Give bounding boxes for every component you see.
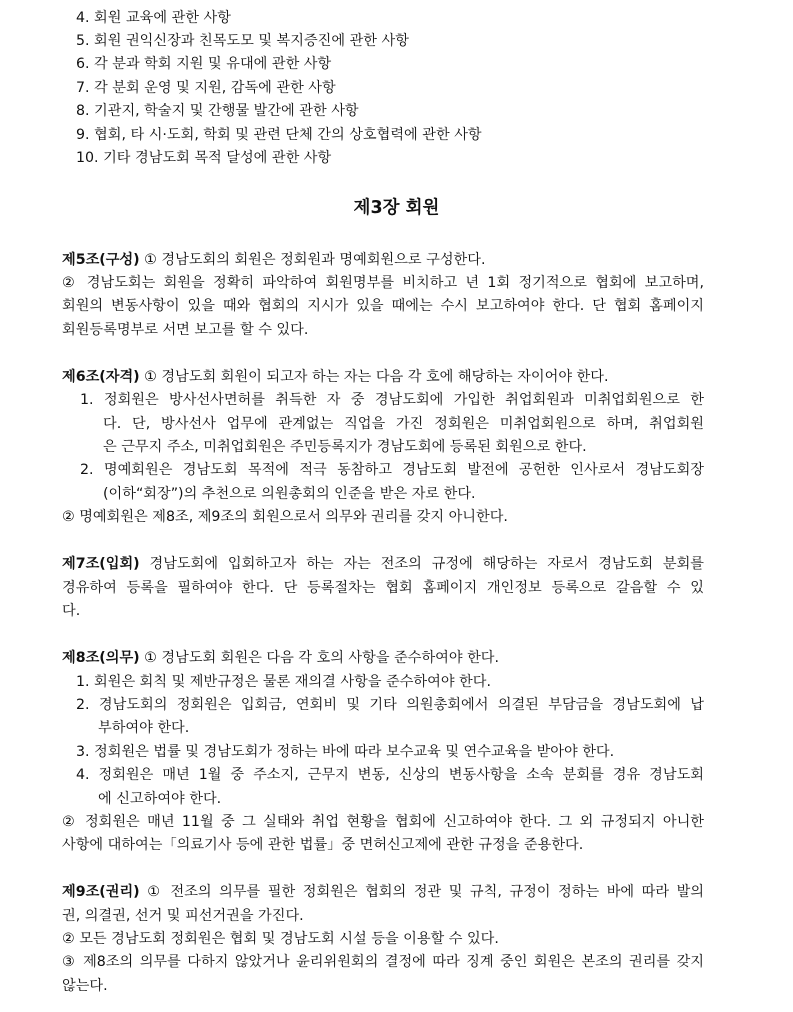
- article-9-line: 권, 의결권, 선거 및 피선거권을 가진다.: [62, 908, 304, 924]
- article-6-line: ② 명예회원은 제8조, 제9조의 회원으로서 의무와 권리를 갖지 아니한다.: [62, 509, 508, 525]
- list-item: 6. 각 분과 학회 지원 및 유대에 관한 사항: [76, 56, 332, 72]
- article-8-heading: 제8조(의무): [62, 650, 140, 666]
- article-6-item: (이하“회장”)의 추천으로 의원총회의 인준을 받은 자로 한다.: [103, 486, 476, 502]
- article-8-item: 4. 정회원은 매년 1월 중 주소지, 근무지 변동, 신상의 변동사항을 소속 분회를 경유 경남도회: [76, 767, 704, 783]
- article-6-item: 다. 단, 방사선사 업무에 관계없는 직업을 가진 정회원은 미취업회원으로 하며, 취업회원: [103, 416, 704, 432]
- article-6-item: 은 근무지 주소, 미취업회원은 주민등록지가 경남도회에 등록된 회원으로 한다.: [103, 439, 587, 455]
- article-9-line: 않는다.: [62, 978, 108, 994]
- article-8-item: 2. 경남도회의 정회원은 입회금, 연회비 및 기타 의원총회에서 의결된 부담금을 경남도회에 납: [76, 697, 704, 713]
- list-item: 7. 각 분회 운영 및 지원, 감독에 관한 사항: [76, 80, 336, 96]
- article-8-text: ① 경남도회 회원은 다음 각 호의 사항을 준수하여야 한다.: [139, 650, 500, 666]
- chapter-title: 제3장 회원: [353, 198, 440, 218]
- article-9-heading: 제9조(권리): [62, 884, 140, 900]
- article-6-text: ① 경남도회 회원이 되고자 하는 자는 다음 각 호에 해당하는 자이어야 한다.: [139, 369, 609, 385]
- list-item: 4. 회원 교육에 관한 사항: [76, 10, 231, 26]
- article-5-heading: 제5조(구성): [62, 252, 140, 268]
- article-9-text: ① 전조의 의무를 필한 정회원은 협회의 정관 및 규칙, 규정이 정하는 바에 따라 발의: [139, 884, 704, 900]
- article-5-line: [62, 251, 485, 271]
- article-6-heading: 제6조(자격): [62, 369, 140, 385]
- list-item: 5. 회원 권익신장과 친목도모 및 복지증진에 관한 사항: [76, 33, 409, 49]
- article-8-item: 1. 회원은 회칙 및 제반규정은 물론 재의결 사항을 준수하여야 한다.: [76, 674, 491, 690]
- article-8-line: ② 정회원은 매년 11월 중 그 실태와 취업 현황을 협회에 신고하여야 한다. 그 외 규정되지 아니한: [62, 814, 704, 830]
- article-7-text: 경남도회에 입회하고자 하는 자는 전조의 규정에 해당하는 자로서 경남도회 분회를: [139, 556, 704, 572]
- article-7-line: 경유하여 등록을 필하여야 한다. 단 등록절차는 협회 홈페이지 개인정보 등록으로 갈음할 수 있: [62, 580, 704, 596]
- list-item: 8. 기관지, 학술지 및 간행물 발간에 관한 사항: [76, 103, 359, 119]
- article-9-line: ③ 제8조의 의무를 다하지 않았거나 윤리위원회의 결정에 따라 징계 중인 회원은 본조의 권리를 갖지: [62, 954, 704, 970]
- article-5-line: 회원의 변동사항이 있을 때와 협회의 지시가 있을 때에는 수시 보고하여야 한다. 단 협회 홈페이지: [62, 298, 704, 314]
- article-5-text: ① 경남도회의 회원은 정회원과 명예회원으로 구성한다.: [139, 252, 486, 268]
- list-item: 9. 협회, 타 시·도회, 학회 및 관련 단체 간의 상호협력에 관한 사항: [76, 127, 482, 143]
- article-7-line: 다.: [62, 603, 81, 619]
- article-9-line: ② 모든 경남도회 정회원은 협회 및 경남도회 시설 등을 이용할 수 있다.: [62, 931, 499, 947]
- article-8-line: [62, 649, 499, 669]
- list-item: 10. 기타 경남도회 목적 달성에 관한 사항: [76, 150, 332, 166]
- article-5-line: ② 경남도회는 회원을 정확히 파악하여 회원명부를 비치하고 년 1회 정기적으로 협회에 보고하며,: [62, 275, 704, 291]
- article-6-item: 2. 명예회원은 경남도회 목적에 적극 동참하고 경남도회 발전에 공헌한 인사로서 경남도회장: [80, 462, 704, 478]
- article-8-line: 사항에 대하여는「의료기사 등에 관한 법률」중 면허신고제에 관한 규정을 준용한다.: [62, 837, 584, 853]
- article-8-item: 에 신고하여야 한다.: [98, 791, 222, 807]
- article-6-item: 1. 정회원은 방사선사면허를 취득한 자 중 경남도회에 가입한 취업회원과 미취업회원으로 한: [80, 392, 704, 408]
- article-8-item: 3. 정회원은 법률 및 경남도회가 정하는 바에 따라 보수교육 및 연수교육을 받아야 한다.: [76, 744, 615, 760]
- article-7-line: [62, 555, 704, 575]
- article-7-heading: 제7조(입회): [62, 556, 140, 572]
- article-8-item: 부하여야 한다.: [98, 720, 190, 736]
- article-9-line: [62, 883, 704, 903]
- article-6-line: [62, 368, 608, 388]
- article-5-line: 회원등록명부로 서면 보고를 할 수 있다.: [62, 322, 309, 338]
